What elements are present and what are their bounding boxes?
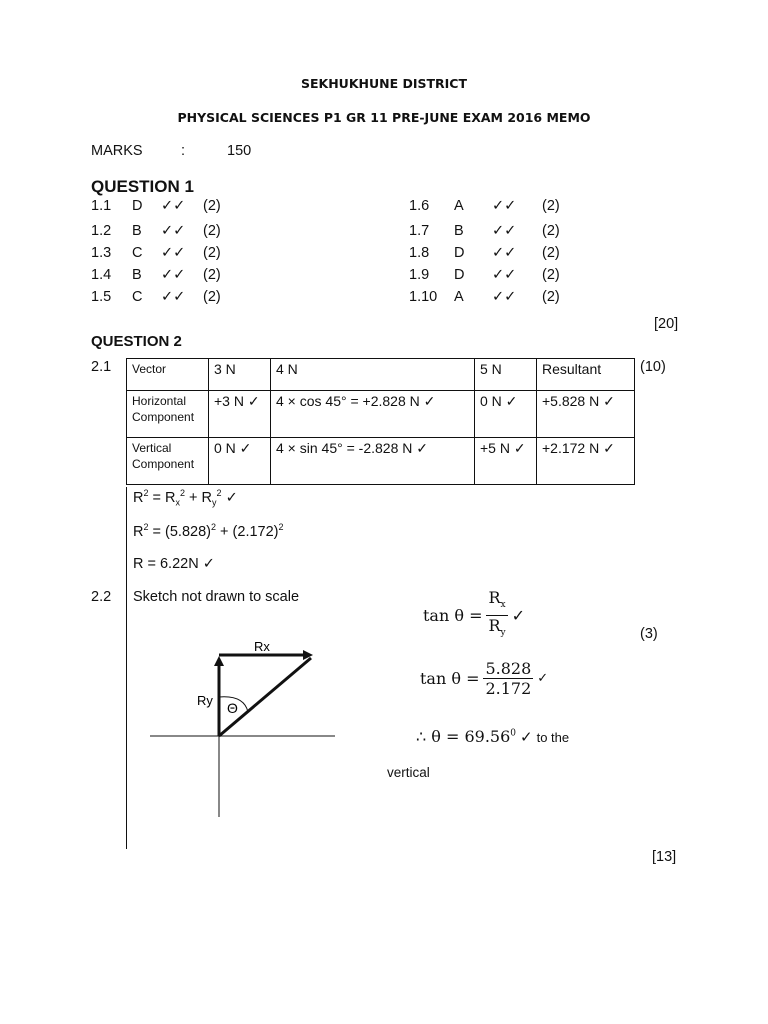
- tick-mark: ✓: [511, 606, 526, 626]
- table-header-row: [127, 359, 635, 391]
- equation-r-result: R = 6.22N ✓: [133, 556, 215, 572]
- table-cell: +5 N ✓: [475, 438, 537, 485]
- answer-number: 1.10: [409, 289, 438, 305]
- answer-ticks: ✓✓: [492, 245, 517, 261]
- answer-number: 1.3: [91, 245, 112, 261]
- answer-marks: (2): [542, 223, 560, 239]
- answer-ticks: ✓✓: [161, 223, 186, 239]
- tan-equation-symbolic: [423, 588, 525, 643]
- answer-marks: (2): [203, 245, 221, 261]
- answer-ticks: ✓✓: [492, 289, 517, 305]
- table-header-cell: Vector: [127, 359, 209, 391]
- answer-number: 1.7: [409, 223, 430, 239]
- result-suffix: to the: [536, 730, 570, 745]
- theta-result: ∴ $\theta = 69.56^0$ ✓ to the: [416, 727, 570, 746]
- table-cell: +5.828 N ✓: [537, 391, 635, 438]
- fraction: $\frac{5.828}{2.172}$: [485, 659, 532, 698]
- question-1-title: QUESTION 1: [91, 177, 194, 196]
- answer-number: 1.8: [409, 245, 430, 261]
- rx-value: 5.828: [169, 523, 207, 540]
- marks-colon: :: [181, 143, 186, 159]
- answer-letter: A: [454, 289, 464, 305]
- answer-marks: (2): [203, 289, 221, 305]
- table-cell: 4 × cos 45° = +2.828 N ✓: [271, 391, 475, 438]
- table-cell: 4 × sin 45° = -2.828 N ✓: [271, 438, 475, 485]
- answer-marks: (2): [203, 267, 221, 283]
- ry-label: Ry: [197, 693, 213, 708]
- district-title: SEKHUKHUNE DISTRICT: [300, 76, 468, 91]
- answer-number: 1.1: [91, 198, 112, 214]
- margin-rule: [126, 487, 127, 849]
- table-header-cell: 4 N: [271, 359, 475, 391]
- vector-sketch: [140, 625, 345, 820]
- exam-title: PHYSICAL SCIENCES P1 GR 11 PRE-JUNE EXAM 2016 MEMO: [177, 110, 591, 125]
- answer-marks: (2): [542, 245, 560, 261]
- table-cell: +3 N ✓: [209, 391, 271, 438]
- answer-letter: D: [454, 267, 465, 283]
- answer-number: 1.5: [91, 289, 112, 305]
- answer-ticks: ✓✓: [492, 198, 517, 214]
- answer-ticks: ✓✓: [161, 267, 186, 283]
- answer-letter: B: [132, 267, 142, 283]
- marks-value: 150: [227, 143, 252, 159]
- answer-letter: D: [454, 245, 465, 261]
- table-row: [127, 391, 635, 438]
- vector-components-table: [126, 358, 635, 485]
- resultant-vector-line: [219, 658, 311, 736]
- answer-letter: B: [132, 223, 142, 239]
- tan-lhs: tan θ =: [420, 669, 480, 688]
- question-2-total: [13]: [652, 849, 677, 865]
- answer-letter: C: [132, 245, 143, 261]
- equation-r-squared: $R^2 = R_x^2 + R_y^2$ ✓: [133, 488, 238, 508]
- section-2-1-number: 2.1: [91, 359, 112, 375]
- answer-ticks: ✓✓: [161, 245, 186, 261]
- answer-marks: (2): [542, 198, 560, 214]
- answer-number: 1.9: [409, 267, 430, 283]
- rx-label: Rx: [254, 639, 270, 654]
- section-2-1-marks: (10): [640, 359, 666, 375]
- table-cell: 0 N ✓: [475, 391, 537, 438]
- table-header-cell: 5 N: [475, 359, 537, 391]
- answer-ticks: ✓✓: [492, 223, 517, 239]
- answer-marks: (2): [203, 223, 221, 239]
- answer-ticks: ✓✓: [161, 289, 186, 305]
- answer-number: 1.6: [409, 198, 430, 214]
- answer-marks: (2): [542, 267, 560, 283]
- answer-marks: (2): [203, 198, 221, 214]
- tick-mark: ✓: [537, 671, 549, 686]
- theta-label: Θ: [227, 700, 238, 716]
- answer-ticks: ✓✓: [492, 267, 517, 283]
- question-1-total: [20]: [654, 316, 679, 332]
- section-2-2-marks: (3): [640, 626, 658, 642]
- table-header-cell: Resultant: [537, 359, 635, 391]
- table-cell: Vertical Component: [127, 438, 209, 485]
- table-row: [127, 438, 635, 485]
- table-cell: +2.172 N ✓: [537, 438, 635, 485]
- answer-letter: D: [132, 198, 143, 214]
- table-cell: Horizontal Component: [127, 391, 209, 438]
- answer-letter: B: [454, 223, 464, 239]
- answer-letter: A: [454, 198, 464, 214]
- answer-marks: (2): [542, 289, 560, 305]
- fraction: $\frac{R_x}{R_y}$: [488, 588, 506, 639]
- equation-r-squared-values: $R^2 = (5.828)^2 + (2.172)^2$: [133, 522, 284, 540]
- ry-value: 2.172: [237, 523, 274, 540]
- section-2-2-number: 2.2: [91, 589, 112, 605]
- table-header-cell: 3 N: [209, 359, 271, 391]
- tick-mark: ✓: [520, 729, 533, 746]
- table-cell: 0 N ✓: [209, 438, 271, 485]
- answer-number: 1.2: [91, 223, 112, 239]
- tan-lhs: tan θ =: [423, 606, 483, 626]
- tan-equation-numeric: [420, 659, 548, 698]
- marks-label: MARKS: [91, 143, 143, 159]
- answer-ticks: ✓✓: [161, 198, 186, 214]
- tick-mark: ✓: [225, 489, 238, 506]
- question-2-title: QUESTION 2: [91, 333, 182, 350]
- answer-letter: C: [132, 289, 143, 305]
- sketch-note: Sketch not drawn to scale: [133, 589, 300, 605]
- result-suffix-vertical: vertical: [387, 765, 430, 780]
- answer-number: 1.4: [91, 267, 112, 283]
